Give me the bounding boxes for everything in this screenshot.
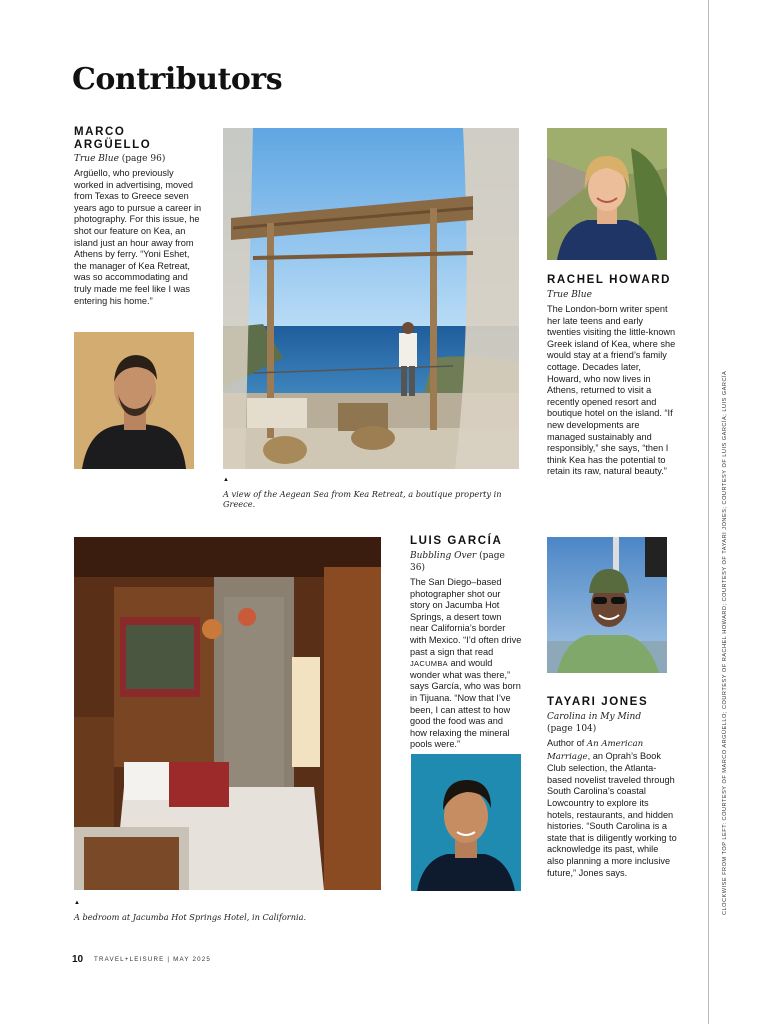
contributor-rachel: [547, 274, 677, 478]
page-title: Contributors: [72, 62, 283, 97]
photo-kea-retreat: [223, 128, 519, 469]
contributor-name: TAYARI JONES: [547, 696, 649, 708]
caption-marker: ▲: [74, 900, 80, 906]
margin-rule: [708, 0, 709, 1024]
story-title: Carolina in My Mind: [547, 712, 642, 722]
bio-part: The San Diego–based photographer shot our story on Jacumba Hot Springs, a desert town near California’s border with Mexico. “I’d often drive past a sign that read: [410, 577, 522, 657]
page-ref: (page 36): [410, 551, 505, 573]
contributor-name: LUIS GARCÍA: [410, 535, 503, 547]
bio-part: , an Oprah’s Book Club selection, the Atlanta-based novelist traveled through South Carolina’s coastal Lowcountry to explore its hotels, restaurants, and hidden histories. “South Carolina is a state that is diligently working to acknowledge its past, while also planning a more inclusive future,” Jones says.: [547, 750, 677, 878]
contributor-bio: The London-born writer spent her late teens and early twenties visiting the little-known Greek island of Kea, where she would stay at a friend’s family cottage. Decades later, Howard, who now lives in Athens, returned to visit a recently opened resort and boutique hotel on the island. “If new developments are managed sustainably and responsibly,” she says, “then I think Kea has the potential to retain its raw, natural beauty.”: [547, 304, 676, 477]
portrait-luis: [411, 754, 521, 891]
story-title: Bubbling Over: [410, 551, 477, 561]
bio-part: Author of: [547, 738, 585, 748]
contributor-bio: [410, 577, 522, 751]
contributor-bio: Argüello, who previously worked in advertising, moved from Texas to Greece seven years ago to pursue a career in photography. For this issue, he shot our feature on Kea, an island just an hour away from Athens by ferry. “Yoni Eshet, the manager of Kea Retreat, was so accommodating and truly made me feel like I was entering his home.”: [74, 168, 202, 306]
contributor-luis: [410, 535, 522, 751]
contributor-tayari: [547, 696, 677, 879]
caption-kea: A view of the Aegean Sea from Kea Retreat, a boutique property in Greece.: [223, 489, 502, 509]
magazine-footer: TRAVEL+LEISURE | MAY 2025: [94, 956, 212, 963]
caption-jacumba: A bedroom at Jacumba Hot Springs Hotel, in California.: [74, 912, 307, 922]
contributor-bio: [547, 738, 677, 879]
book-title: An American Marriage: [547, 739, 644, 762]
story-title: True Blue: [74, 154, 119, 164]
bio-part: and would wonder what was there,” says García, who was born in Tijuana. “Now that I’ve been, I can attest to how good the food was and how relaxing the mineral pools were.”: [410, 658, 521, 750]
portrait-rachel: [547, 128, 667, 260]
story-ref: [74, 153, 202, 165]
photo-jacumba-bedroom: [74, 537, 381, 890]
contributor-name: RACHEL HOWARD: [547, 274, 672, 286]
page-ref: (page 96): [121, 154, 166, 164]
contributor-name: MARCO ARGÜELLO: [74, 126, 152, 151]
page-number: 10: [72, 954, 84, 965]
page-ref: (page 104): [547, 724, 597, 734]
portrait-marco: [74, 332, 194, 469]
photo-credit: CLOCKWISE FROM TOP LEFT: COURTESY OF MARCO ARGÜELLO; COURTESY OF RACHEL HOWARD; COURTESY OF TAYARI JONES; COURTESY OF LUIS GARCÍA; LUIS GARCÍA: [722, 370, 728, 915]
sign-text: JACUMBA: [410, 659, 448, 669]
story-ref: [410, 550, 522, 574]
contributor-marco: [74, 126, 202, 307]
caption-marker: ▲: [223, 477, 229, 483]
portrait-tayari: [547, 537, 667, 673]
story-title: True Blue: [547, 290, 592, 300]
